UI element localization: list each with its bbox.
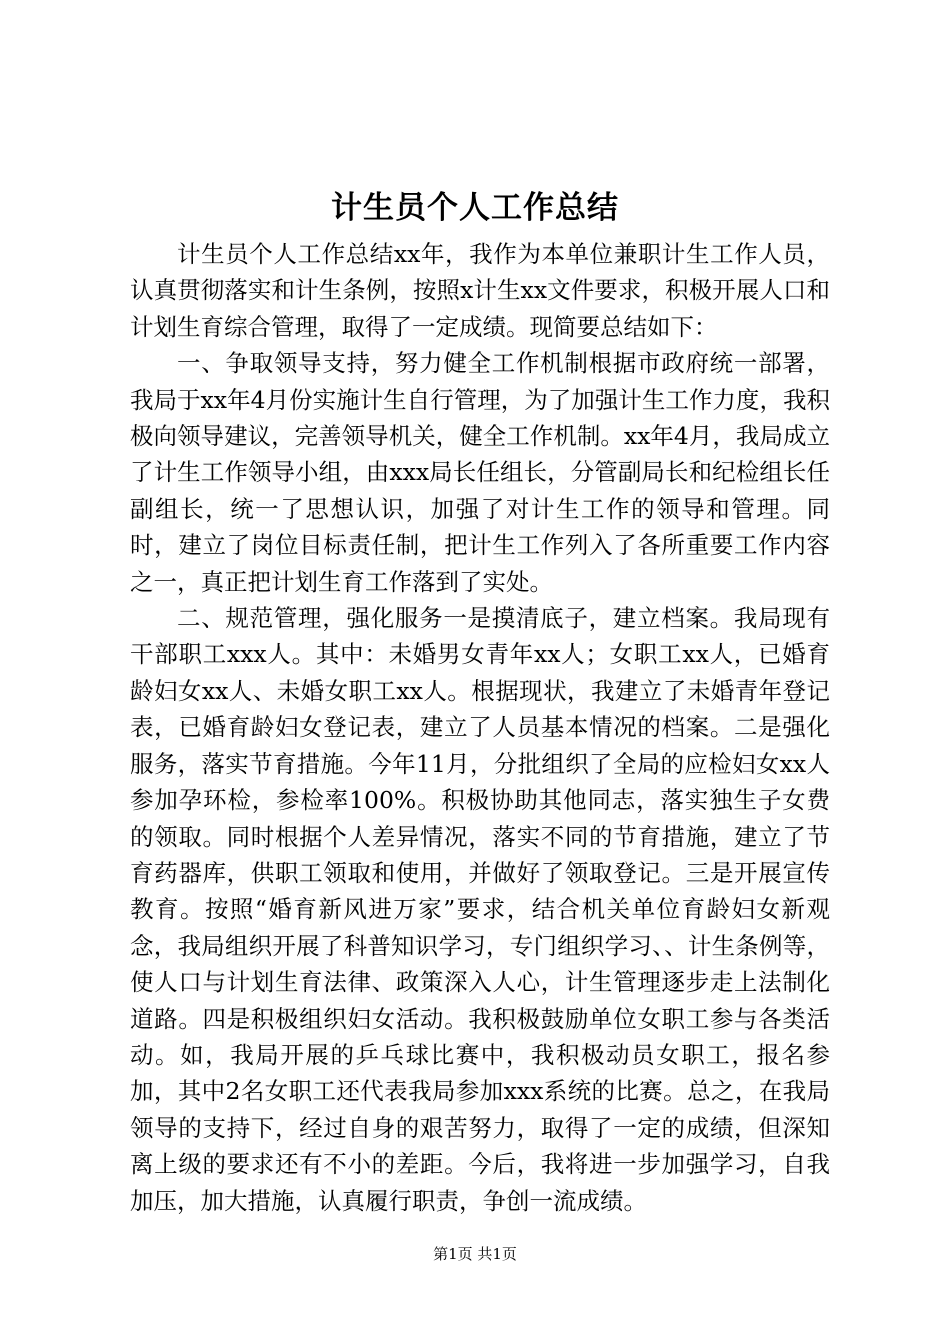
paragraph-section-2: 二、规范管理，强化服务一是摸清底子，建立档案。我局现有干部职工xxx人。其中：未婚男女青年xx人；女职工xx人，已婚育龄妇女xx人、未婚女职工xx人。根据现状，我建立了未婚青年登记表，已婚育龄妇女登记表，建立了人员基本情况的档案。二是强化服务，落实节育措施。今年11月，分批组织了全局的应检妇女xx人参加孕环检，参检率100%。积极协助其他同志，落实独生子女费的领取。同时根据个人差异情况，落实不同的节育措施，建立了节育药器库，供职工领取和使用，并做好了领取登记。三是开展宣传教育。按照“婚育新风进万家”要求，结合机关单位育龄妇女新观念，我局组织开展了科普知识学习，专门组织学习、、计生条例等，使人口与计划生育法律、政策深入人心，计生管理逐步走上法制化道路。四是积极组织妇女活动。我积极鼓励单位女职工参与各类活动。如，我局开展的乒乓球比赛中，我积极动员女职工，报名参加，其中2名女职工还代表我局参加xxx系统的比赛。总之，在我局领导的支持下，经过自身的艰苦努力，取得了一定的成绩，但深知离上级的要求还有不小的差距。今后，我将进一步加强学习，自我加压，加大措施，认真履行职责，争创一流成绩。	[130, 604, 830, 1215]
paragraph-section-1: 一、争取领导支持，努力健全工作机制根据市政府统一部署，我局于xx年4月份实施计生自行管理，为了加强计生工作力度，我积极向领导建议，完善领导机关，健全工作机制。xx年4月，我局成立了计生工作领导小组，由xxx局长任组长，分管副局长和纪检组长任副组长，统一了思想认识，加强了对计生工作的领导和管理。同时，建立了岗位目标责任制，把计生工作列入了各所重要工作内容之一，真正把计划生育工作落到了实处。	[130, 349, 830, 596]
document-title: 计生员个人工作总结	[331, 190, 619, 226]
paragraph-intro: 计生员个人工作总结xx年，我作为本单位兼职计生工作人员，认真贯彻落实和计生条例，按照x计生xx文件要求，积极开展人口和计划生育综合管理，取得了一定成绩。现简要总结如下：	[130, 240, 830, 341]
document-body	[130, 236, 830, 1219]
page-footer: 第1页 共1页	[433, 1245, 517, 1263]
